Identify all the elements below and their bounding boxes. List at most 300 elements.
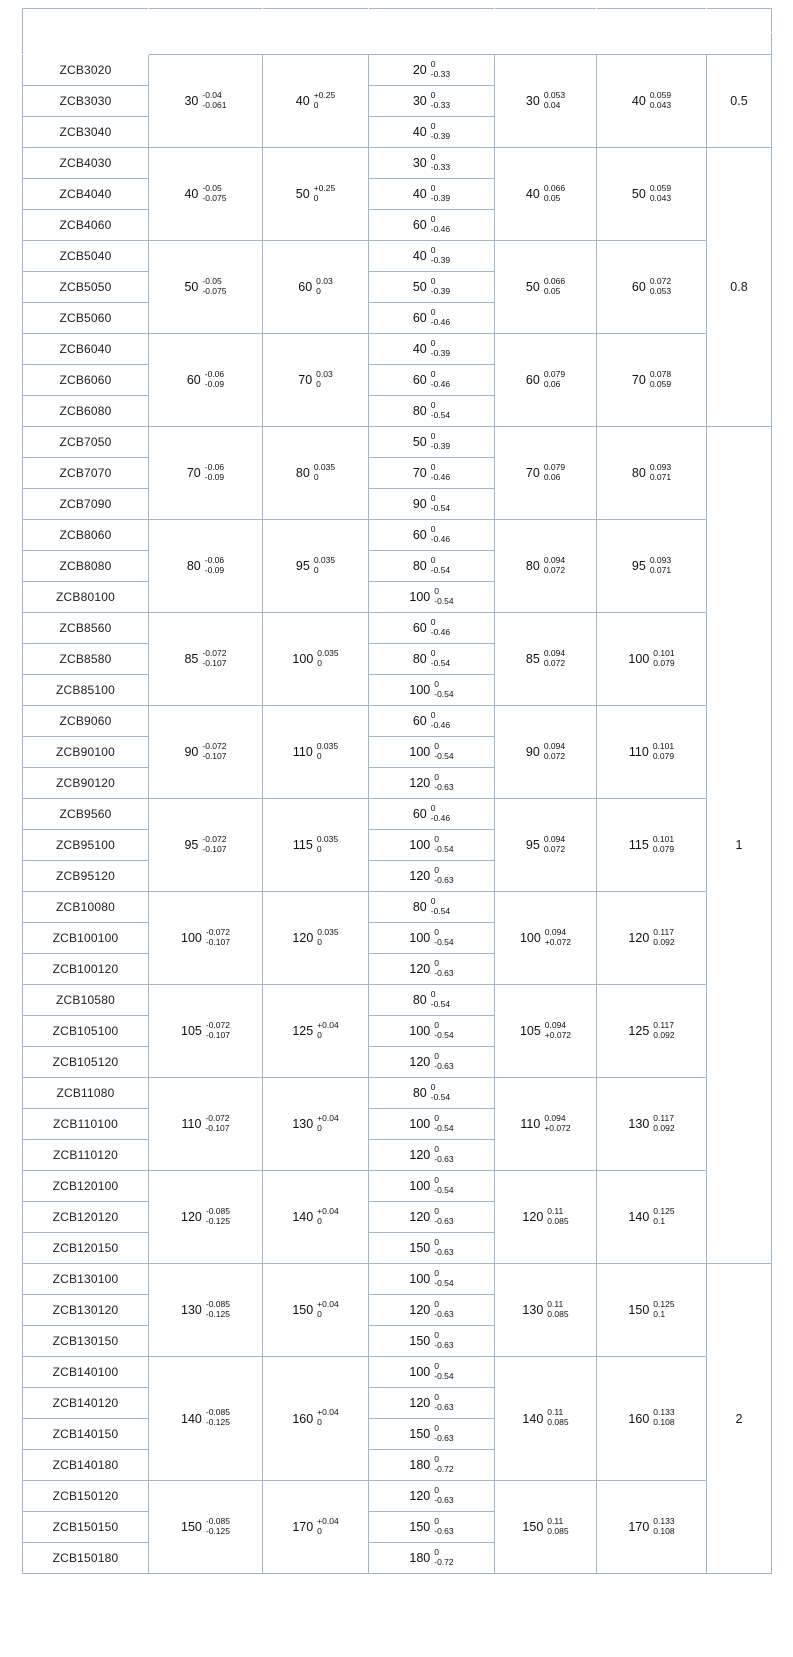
length-nominal: 80 (412, 900, 427, 914)
inner-diameter-tolerance (545, 1021, 571, 1040)
length-tolerance-lower: -0.54 (434, 936, 454, 947)
length (369, 985, 495, 1016)
housing-bore-nominal: 125 (292, 1024, 314, 1038)
length (369, 613, 495, 644)
length (369, 1047, 495, 1078)
length-tolerance-upper: 0 (430, 616, 436, 627)
outer-diameter-tolerance-lower: 0.071 (649, 564, 672, 575)
length (369, 520, 495, 551)
shaft-diameter-nominal: 60 (186, 373, 201, 387)
length (369, 365, 495, 396)
inner-diameter-tolerance-upper: 0.094 (543, 554, 566, 565)
inner-diameter-tolerance (547, 1300, 568, 1319)
length (369, 1481, 495, 1512)
length (369, 1016, 495, 1047)
length-nominal: 120 (409, 1148, 431, 1162)
inner-diameter-nominal: 100 (519, 931, 541, 945)
model-code: ZCB130100 (23, 1264, 149, 1295)
length-tolerance (434, 1331, 453, 1350)
length-tolerance-lower: -0.63 (434, 967, 454, 978)
housing-bore-tolerance (317, 1114, 339, 1133)
length-tolerance-lower: -0.46 (430, 719, 451, 730)
inner-diameter (495, 148, 597, 241)
shaft-diameter-tolerance (202, 184, 226, 203)
table-row (23, 520, 772, 551)
model-code: ZCB6040 (23, 334, 149, 365)
inner-diameter-tolerance-upper: 0.094 (544, 1112, 566, 1123)
inner-diameter-nominal: 95 (525, 838, 540, 852)
length-tolerance-upper: 0 (430, 368, 436, 379)
length-tolerance (431, 494, 450, 513)
length-tolerance-upper: 0 (430, 306, 436, 317)
housing-bore-tolerance-upper: +0.25 (313, 182, 336, 193)
housing-bore-tolerance (314, 91, 336, 110)
housing-bore-tolerance (317, 1207, 339, 1226)
outer-diameter (597, 706, 707, 799)
housing-bore-tolerance-lower: 0 (316, 378, 321, 389)
inner-diameter (495, 1481, 597, 1574)
inner-diameter-nominal: 120 (522, 1210, 544, 1224)
table-row (23, 148, 772, 179)
table-row (23, 1357, 772, 1388)
length (369, 737, 495, 768)
inner-diameter-tolerance-upper: 0.11 (547, 1515, 564, 1526)
shaft-diameter-tolerance-upper: -0.06 (204, 368, 225, 379)
length (369, 55, 495, 86)
shaft-diameter-tolerance-lower: -0.125 (205, 1417, 230, 1427)
housing-bore-nominal: 95 (295, 559, 310, 573)
shaft-diameter-tolerance-upper: -0.06 (204, 554, 225, 565)
shaft-diameter (149, 334, 263, 427)
outer-diameter-tolerance-upper: 0.117 (653, 1112, 674, 1123)
model-code: ZCB11080 (23, 1078, 149, 1109)
length-tolerance-lower: -0.63 (434, 1432, 454, 1443)
shaft-diameter-nominal: 30 (184, 94, 199, 108)
length-nominal: 30 (412, 156, 427, 170)
housing-bore-nominal: 140 (292, 1210, 314, 1224)
length-tolerance-lower: -0.63 (434, 1401, 454, 1412)
inner-diameter-nominal: 110 (520, 1117, 541, 1131)
housing-bore-tolerance-lower: 0 (313, 99, 319, 110)
length-tolerance (434, 1238, 453, 1257)
length-tolerance (434, 587, 453, 606)
table-row (23, 706, 772, 737)
header-id-tolerance: E6 (495, 33, 597, 55)
housing-bore-tolerance (317, 835, 338, 854)
outer-diameter (597, 427, 707, 520)
header-model: 型号规格 (23, 9, 149, 55)
outer-diameter-tolerance-upper: 0.101 (653, 647, 675, 658)
shaft-diameter (149, 241, 263, 334)
model-code: ZCB120150 (23, 1233, 149, 1264)
outer-diameter-tolerance (653, 928, 674, 947)
length-tolerance (434, 1269, 453, 1288)
model-code: ZCB8580 (23, 644, 149, 675)
header-bore-tolerance: H7 (263, 33, 369, 55)
length-tolerance (434, 866, 453, 885)
inner-diameter-tolerance (544, 649, 565, 668)
header-shaft-tolerance: e7 (149, 33, 263, 55)
housing-bore-tolerance (314, 556, 335, 575)
length-tolerance-upper: 0 (434, 1453, 439, 1464)
length-nominal: 100 (409, 745, 431, 759)
length-tolerance-upper: 0 (434, 1267, 439, 1278)
length-nominal: 40 (412, 125, 427, 139)
length-tolerance-lower: -0.63 (434, 1246, 454, 1257)
housing-bore-tolerance-upper: 0.035 (316, 740, 339, 751)
model-code: ZCB3030 (23, 86, 149, 117)
length (369, 458, 495, 489)
table-row (23, 241, 772, 272)
header-length: L (369, 9, 495, 33)
outer-diameter-nominal: 80 (631, 466, 646, 480)
length (369, 830, 495, 861)
outer-diameter-tolerance (653, 1021, 674, 1040)
model-code: ZCB85100 (23, 675, 149, 706)
inner-diameter (495, 1357, 597, 1481)
table-row (23, 334, 772, 365)
length-nominal: 60 (412, 621, 427, 635)
length (369, 117, 495, 148)
outer-diameter-tolerance (650, 184, 671, 203)
outer-diameter (597, 892, 707, 985)
model-code: ZCB8060 (23, 520, 149, 551)
length (369, 86, 495, 117)
inner-diameter-tolerance-upper: 0.11 (547, 1205, 564, 1216)
length (369, 706, 495, 737)
inner-diameter-tolerance (544, 742, 565, 761)
outer-diameter (597, 799, 707, 892)
table-row (23, 892, 772, 923)
outer-diameter-nominal: 60 (631, 280, 646, 294)
length-tolerance (431, 990, 450, 1009)
length-nominal: 60 (412, 218, 427, 232)
length-nominal: 80 (412, 404, 427, 418)
length-tolerance-lower: -0.46 (430, 316, 451, 327)
model-code: ZCB150120 (23, 1481, 149, 1512)
model-code: ZCB140120 (23, 1388, 149, 1419)
length-tolerance-lower: -0.63 (434, 1060, 454, 1071)
length-tolerance-lower: -0.39 (430, 285, 451, 296)
model-code: ZCB6060 (23, 365, 149, 396)
shaft-diameter-tolerance-upper: -0.085 (205, 1515, 230, 1526)
outer-diameter-nominal: 40 (631, 94, 646, 108)
inner-diameter-tolerance-lower: 0.072 (543, 657, 566, 668)
header-od-tolerance: s6 (597, 33, 707, 55)
length-tolerance-upper: 0 (434, 1484, 439, 1495)
outer-diameter-tolerance-lower: 0.043 (649, 192, 672, 203)
model-code: ZCB4040 (23, 179, 149, 210)
length-tolerance-lower: -0.46 (430, 223, 451, 234)
model-code: ZCB130150 (23, 1326, 149, 1357)
model-code: ZCB120100 (23, 1171, 149, 1202)
shaft-diameter-tolerance-upper: -0.085 (205, 1407, 230, 1418)
length-nominal: 60 (412, 373, 427, 387)
length-nominal: 120 (409, 776, 431, 790)
model-code: ZCB10580 (23, 985, 149, 1016)
model-code: ZCB7090 (23, 489, 149, 520)
shaft-diameter-tolerance-lower: -0.125 (205, 1525, 230, 1536)
housing-bore-tolerance (317, 1300, 339, 1319)
length-tolerance (434, 1145, 453, 1164)
length-nominal: 100 (409, 838, 431, 852)
length-tolerance-upper: 0 (430, 337, 436, 348)
length (369, 1078, 495, 1109)
housing-bore-tolerance (317, 1408, 339, 1427)
length-tolerance-lower: -0.72 (434, 1463, 454, 1474)
length-tolerance-lower: -0.46 (430, 378, 451, 389)
length-tolerance-lower: -0.54 (434, 1029, 454, 1040)
length-tolerance-upper: 0 (430, 461, 436, 472)
model-code: ZCB140150 (23, 1419, 149, 1450)
length-tolerance-upper: 0 (434, 1546, 439, 1557)
outer-diameter-tolerance (653, 1517, 674, 1536)
length-tolerance (431, 618, 450, 637)
outer-diameter (597, 1357, 707, 1481)
shaft-diameter-tolerance-lower: -0.107 (205, 1029, 230, 1040)
length-tolerance-upper: 0 (430, 58, 436, 69)
header-length-tolerance: h13 (369, 33, 495, 55)
housing-bore-tolerance (317, 1021, 339, 1040)
housing-bore-tolerance-upper: +0.04 (317, 1112, 339, 1123)
shaft-diameter-tolerance-upper: -0.072 (202, 833, 227, 844)
shaft-diameter-tolerance (205, 463, 224, 482)
inner-diameter (495, 241, 597, 334)
length-nominal: 90 (412, 497, 427, 511)
outer-diameter-tolerance-lower: 0.071 (649, 471, 672, 482)
length-tolerance (431, 370, 450, 389)
shaft-diameter-tolerance-upper: -0.072 (202, 740, 227, 751)
length-nominal: 40 (412, 249, 427, 263)
length-nominal: 150 (409, 1520, 431, 1534)
length-tolerance-lower: -0.63 (434, 1494, 454, 1505)
outer-diameter-tolerance-lower: 0.092 (653, 936, 675, 947)
outer-diameter-tolerance (653, 1207, 674, 1226)
length-tolerance (434, 1300, 453, 1319)
housing-bore (263, 55, 369, 148)
shaft-diameter (149, 148, 263, 241)
length-tolerance-lower: -0.54 (434, 1122, 454, 1133)
outer-diameter-nominal: 70 (631, 373, 646, 387)
header-outer-diameter: 外径 (597, 9, 707, 33)
length-tolerance-upper: 0 (434, 1236, 439, 1247)
inner-diameter-tolerance-upper: 0.094 (543, 647, 566, 658)
length (369, 272, 495, 303)
housing-bore (263, 706, 369, 799)
model-code: ZCB4060 (23, 210, 149, 241)
length-nominal: 30 (412, 94, 427, 108)
length-tolerance (434, 1548, 453, 1567)
inner-diameter-tolerance-lower: +0.072 (544, 936, 572, 947)
shaft-diameter-tolerance-upper: -0.072 (205, 1019, 230, 1030)
model-code: ZCB130120 (23, 1295, 149, 1326)
length-tolerance (434, 959, 453, 978)
length-tolerance-upper: 0 (430, 554, 436, 565)
housing-bore (263, 1078, 369, 1171)
model-code: ZCB8080 (23, 551, 149, 582)
length-nominal: 50 (412, 435, 427, 449)
inner-diameter-tolerance (544, 556, 565, 575)
length-nominal: 60 (412, 311, 427, 325)
shaft-diameter-tolerance (202, 277, 226, 296)
length-nominal: 150 (409, 1334, 431, 1348)
outer-diameter-tolerance-lower: 0.053 (649, 285, 672, 296)
outer-diameter-tolerance (650, 370, 671, 389)
length-tolerance-upper: 0 (430, 244, 436, 255)
inner-diameter-tolerance (544, 184, 565, 203)
chamfer-cmax: 0.8 (707, 148, 772, 427)
outer-diameter-tolerance-upper: 0.072 (649, 275, 672, 286)
housing-bore-tolerance-lower: 0 (313, 564, 319, 575)
length (369, 582, 495, 613)
outer-diameter-tolerance (653, 649, 674, 668)
outer-diameter (597, 55, 707, 148)
shaft-diameter-tolerance (205, 370, 224, 389)
length-tolerance (434, 1455, 453, 1474)
length-nominal: 180 (409, 1551, 431, 1565)
length-tolerance-upper: 0 (434, 1329, 439, 1340)
length-tolerance-lower: -0.54 (430, 998, 451, 1009)
chamfer-cmax: 2 (707, 1264, 772, 1574)
table-row (23, 1171, 772, 1202)
length-tolerance (434, 680, 453, 699)
shaft-diameter-nominal: 150 (181, 1520, 202, 1534)
length-tolerance-upper: 0 (434, 926, 439, 937)
housing-bore-tolerance-lower: 0 (316, 750, 322, 761)
outer-diameter (597, 1264, 707, 1357)
length (369, 210, 495, 241)
length-nominal: 60 (412, 714, 427, 728)
model-code: ZCB140100 (23, 1357, 149, 1388)
shaft-diameter (149, 55, 263, 148)
length-nominal: 20 (412, 63, 427, 77)
inner-diameter (495, 520, 597, 613)
housing-bore-tolerance-upper: 0.035 (317, 926, 339, 937)
outer-diameter-tolerance-upper: 0.133 (653, 1407, 675, 1418)
outer-diameter-tolerance-upper: 0.117 (653, 1019, 674, 1030)
inner-diameter-tolerance (547, 1207, 568, 1226)
length (369, 334, 495, 365)
length-tolerance-upper: 0 (434, 1174, 439, 1185)
housing-bore-nominal: 170 (292, 1520, 314, 1534)
length-tolerance (431, 153, 450, 172)
housing-bore-nominal: 100 (292, 652, 314, 666)
housing-bore (263, 1171, 369, 1264)
outer-diameter-nominal: 170 (628, 1520, 650, 1534)
length (369, 1357, 495, 1388)
length-nominal: 40 (412, 187, 427, 201)
shaft-diameter-tolerance-lower: -0.107 (202, 843, 227, 854)
length-nominal: 120 (409, 1303, 431, 1317)
outer-diameter-tolerance (650, 556, 671, 575)
inner-diameter-tolerance (545, 928, 571, 947)
shaft-diameter (149, 613, 263, 706)
housing-bore-tolerance-upper: 0.03 (316, 275, 333, 286)
outer-diameter-tolerance (653, 1408, 674, 1427)
length-tolerance (431, 122, 450, 141)
length-tolerance-lower: -0.46 (430, 626, 451, 637)
length-tolerance-upper: 0 (430, 988, 436, 999)
outer-diameter (597, 148, 707, 241)
inner-diameter (495, 1078, 597, 1171)
inner-diameter-tolerance-upper: 0.094 (543, 833, 566, 844)
length-tolerance-upper: 0 (430, 647, 436, 658)
housing-bore-tolerance (314, 184, 336, 203)
length (369, 1450, 495, 1481)
shaft-diameter-tolerance (206, 1517, 230, 1536)
shaft-diameter-nominal: 70 (186, 466, 201, 480)
inner-diameter-tolerance-upper: 0.079 (543, 368, 566, 379)
inner-diameter-tolerance (547, 1517, 568, 1536)
housing-bore-tolerance-upper: +0.04 (317, 1019, 339, 1030)
length-tolerance-upper: 0 (434, 1422, 439, 1433)
shaft-diameter-tolerance-lower: -0.107 (205, 1122, 230, 1133)
chamfer-cmax: 0.5 (707, 55, 772, 148)
inner-diameter-nominal: 90 (525, 745, 540, 759)
inner-diameter-tolerance (544, 91, 565, 110)
housing-bore-tolerance-lower: 0 (313, 471, 319, 482)
shaft-diameter-tolerance-lower: -0.107 (202, 657, 227, 668)
inner-diameter (495, 613, 597, 706)
length-nominal: 120 (409, 1396, 431, 1410)
length-tolerance-lower: -0.39 (430, 254, 451, 265)
length-tolerance-lower: -0.54 (430, 1091, 451, 1102)
length (369, 1202, 495, 1233)
length-tolerance-upper: 0 (434, 1298, 439, 1309)
model-code: ZCB105100 (23, 1016, 149, 1047)
housing-bore-nominal: 160 (292, 1411, 314, 1426)
outer-diameter-tolerance-lower: 0.079 (653, 657, 675, 668)
length-tolerance (434, 1176, 453, 1195)
length-tolerance-upper: 0 (434, 585, 439, 596)
inner-diameter (495, 799, 597, 892)
inner-diameter-nominal: 30 (525, 94, 540, 108)
outer-diameter-tolerance-upper: 0.133 (653, 1515, 675, 1526)
length-tolerance-upper: 0 (434, 771, 439, 782)
length-tolerance-lower: -0.54 (430, 905, 451, 916)
housing-bore-nominal: 50 (295, 187, 310, 201)
inner-diameter-nominal: 70 (525, 466, 540, 480)
length (369, 1171, 495, 1202)
length-tolerance-lower: -0.54 (430, 409, 451, 420)
length-tolerance-lower: -0.54 (434, 750, 454, 761)
housing-bore (263, 520, 369, 613)
housing-bore-tolerance (317, 1517, 339, 1536)
length-nominal: 120 (409, 869, 431, 883)
shaft-diameter (149, 427, 263, 520)
inner-diameter-tolerance-upper: 0.11 (547, 1407, 564, 1418)
length-tolerance (434, 1207, 453, 1226)
length-tolerance-upper: 0 (430, 120, 436, 131)
shaft-diameter-tolerance-lower: -0.075 (202, 285, 227, 296)
length (369, 799, 495, 830)
length-tolerance-upper: 0 (434, 864, 439, 875)
length-tolerance-lower: -0.63 (434, 1215, 454, 1226)
header-row-top (23, 9, 772, 33)
housing-bore-tolerance-lower: 0 (317, 1029, 322, 1040)
inner-diameter-nominal: 80 (525, 559, 540, 573)
length (369, 954, 495, 985)
housing-bore-tolerance (316, 370, 333, 389)
housing-bore (263, 1264, 369, 1357)
length-tolerance-upper: 0 (434, 1112, 439, 1123)
outer-diameter-tolerance-upper: 0.101 (652, 740, 675, 751)
housing-bore (263, 241, 369, 334)
shaft-diameter-nominal: 40 (184, 187, 199, 201)
inner-diameter-tolerance-lower: 0.072 (543, 843, 566, 854)
shaft-diameter (149, 1171, 263, 1264)
length-tolerance (434, 773, 453, 792)
